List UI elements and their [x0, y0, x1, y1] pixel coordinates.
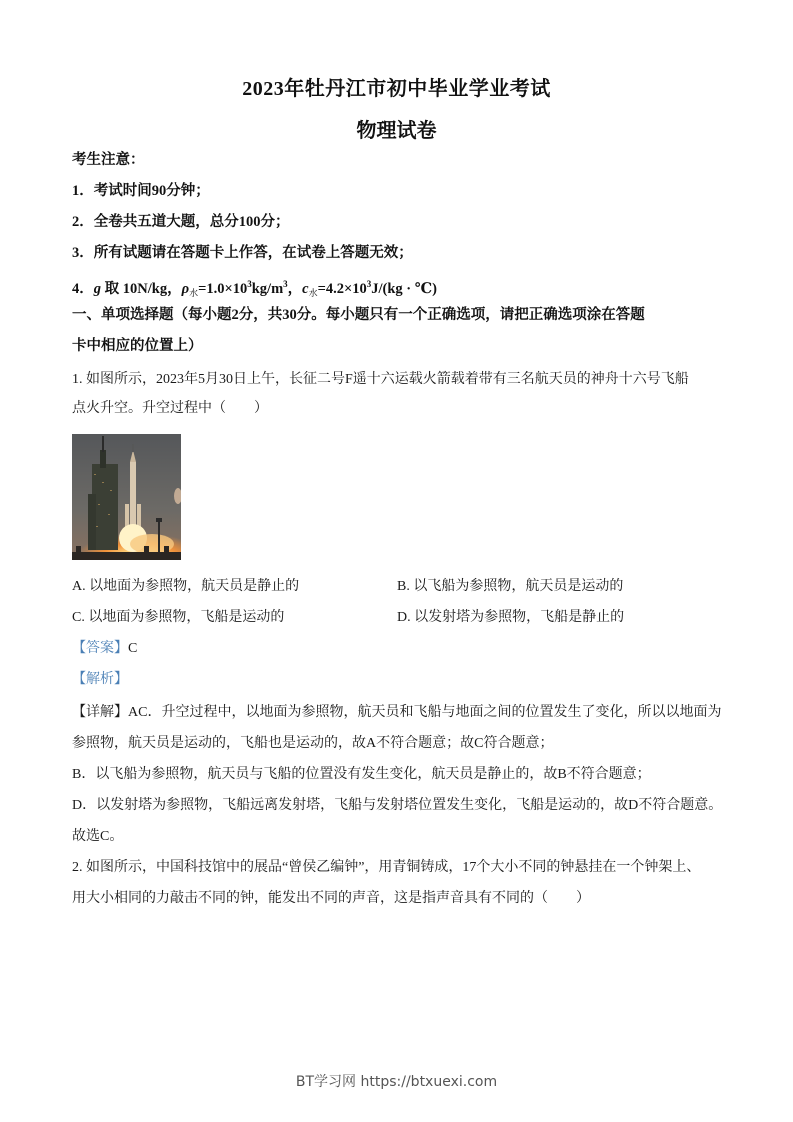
rho-unit: kg/m [251, 281, 284, 297]
section1-heading-line1: 一、单项选择题（每小题2分，共30分。每小题只有一个正确选项，请把正确选项涂在答题 [72, 307, 645, 323]
q1-detail-line5: 故选C。 [72, 829, 124, 844]
notice-item-2: 2．全卷共五道大题，总分100分； [72, 214, 290, 230]
separator: ， [287, 281, 303, 297]
c-value: =4.2×10 [317, 281, 367, 297]
rho-unit-exponent: 3 [283, 279, 288, 289]
c-exponent: 3 [366, 279, 372, 289]
rho-exponent: 3 [247, 279, 252, 289]
rho-subscript: 水 [189, 288, 199, 298]
notice-heading: 考生注意： [72, 152, 145, 168]
q1-stem-line2: 点火升空。升空过程中（ ） [72, 401, 268, 416]
q1-detail-line1 [72, 704, 724, 722]
q1-answer [72, 640, 137, 658]
analysis-tag: 【解析】 [72, 672, 128, 687]
notice-item-3: 3．所有试题请在答题卡上作答，在试卷上答题无效； [72, 245, 413, 261]
exam-title: 2023年牡丹江市初中毕业学业考试 [242, 78, 551, 100]
q1-detail-line3: B．以飞船为参照物，航天员与飞船的位置没有发生变化，航天员是静止的，故B不符合题意； [72, 767, 651, 782]
rho-value: =1.0×10 [198, 281, 248, 297]
detail-tag: 【详解】 [72, 705, 128, 720]
answer-tag: 【答案】 [72, 641, 128, 656]
q1-detail-line2: 参照物，航天员是运动的，飞船也是运动的，故A不符合题意；故C符合题意； [72, 736, 554, 751]
symbol-c: c [302, 281, 309, 297]
q2-stem-line2: 用大小相同的力敲击不同的钟，能发出不同的声音，这是指声音具有不同的（ ） [72, 891, 590, 906]
q1-stem-line1: 1. 如图所示，2023年5月30日上午，长征二号F遥十六运载火箭载着带有三名航天员的神舟十六号飞船 [72, 372, 689, 387]
footer-watermark: BT学习网 https://btxuexi.com [295, 1074, 498, 1090]
notice-item-4 [72, 275, 724, 302]
q1-option-d: D. 以发射塔为参照物，飞船是静止的 [397, 610, 625, 625]
item4-prefix: 4． [72, 281, 94, 297]
answer-value: C [128, 641, 138, 656]
c-unit: J/(kg · ℃) [371, 281, 437, 297]
section1-heading-line2: 卡中相应的位置上） [72, 338, 203, 354]
g-value: 取 10N/kg， [101, 281, 182, 297]
symbol-g: g [93, 281, 101, 297]
q1-option-c: C. 以地面为参照物，飞船是运动的 [72, 610, 285, 625]
notice-item-1: 1．考试时间90分钟； [72, 183, 210, 199]
detail-text: AC．升空过程中，以地面为参照物，航天员和飞船与地面之间的位置发生了变化，所以以地面为 [128, 705, 722, 720]
q1-detail-line4: D．以发射塔为参照物，飞船远离发射塔，飞船与发射塔位置发生变化，飞船是运动的，故D不符合题意。 [72, 798, 723, 813]
rocket-launch-photo [72, 434, 181, 560]
c-subscript: 水 [308, 288, 318, 298]
symbol-rho: ρ [181, 281, 190, 297]
q1-option-b: B. 以飞船为参照物，航天员是运动的 [397, 579, 624, 594]
q2-stem-line1: 2. 如图所示，中国科技馆中的展品“曾侯乙编钟”，用青铜铸成，17个大小不同的钟悬挂在一个钟架上、 [72, 860, 701, 875]
exam-subtitle: 物理试卷 [356, 120, 437, 142]
q1-option-a: A. 以地面为参照物，航天员是静止的 [72, 579, 300, 594]
